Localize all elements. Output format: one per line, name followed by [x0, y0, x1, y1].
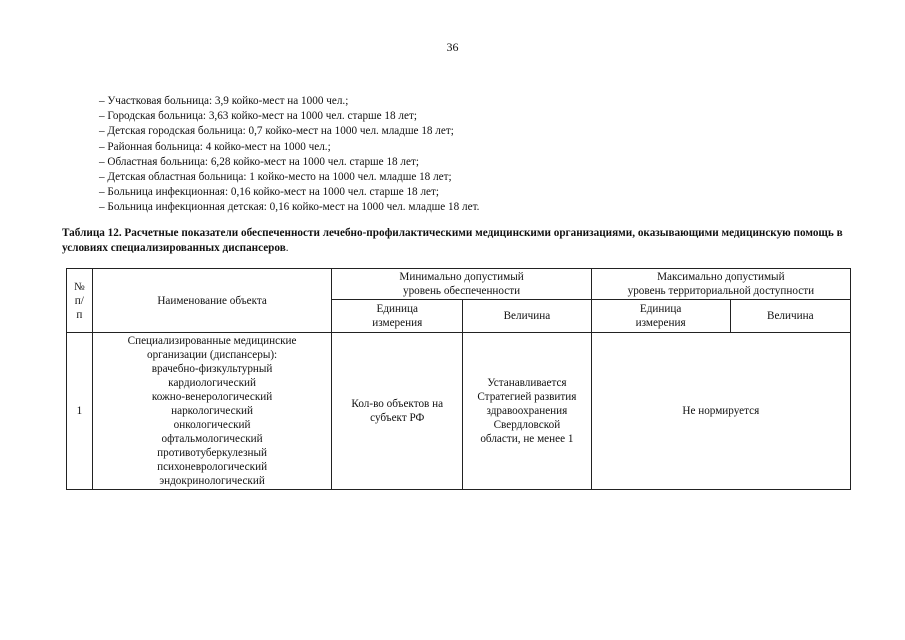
header-min-level: [332, 269, 591, 300]
object-name-line: организации (диспансеры):: [146, 349, 278, 361]
header-max-level-line: уровень территориальной доступности: [627, 285, 815, 297]
table-caption-text: Таблица 12. Расчетные показатели обеспеченности лечебно-профилактическими медицинскими организациями, оказывающими медицинскую помощь в условиях специализированных диспансеров: [62, 227, 843, 254]
list-item: – Участковая больница: 3,9 койко-мест на 1000 чел.;: [99, 95, 349, 107]
min-unit-line: Кол-во объектов на: [351, 398, 444, 410]
header-number: [67, 269, 93, 333]
header-object-name: Наименование объекта: [92, 269, 332, 333]
min-value-line: Свердловской: [493, 419, 561, 431]
object-name-line: кожно-венерологический: [151, 391, 273, 403]
header-unit-line: Единица: [639, 303, 682, 315]
header-number-line: п: [76, 308, 83, 321]
header-unit-line: измерения: [372, 317, 423, 329]
header-min-level-line: уровень обеспеченности: [402, 285, 521, 297]
row-object-name: [92, 333, 332, 490]
object-name-line: психоневрологический: [157, 461, 268, 473]
header-min-unit: [332, 300, 463, 333]
header-unit-line: Единица: [376, 303, 418, 315]
header-max-level-line: Максимально допустимый: [657, 271, 785, 283]
list-item: – Больница инфекционная: 0,16 койко-мест на 1000 чел. старше 18 лет;: [99, 186, 439, 199]
object-name-line: противотуберкулезный: [157, 447, 267, 459]
object-name-line: онкологический: [173, 419, 251, 431]
min-unit-line: субъект РФ: [370, 412, 425, 424]
object-name-line: наркологический: [171, 405, 253, 417]
header-min-value: Величина: [463, 300, 592, 333]
header-max-unit: [591, 300, 730, 333]
min-value-line: области, не менее 1: [480, 433, 574, 445]
page-number: 36: [446, 40, 459, 54]
header-number-line: №: [74, 280, 85, 293]
list-item: – Детская областная больница: 1 койко-место на 1000 чел. младше 18 лет;: [99, 171, 452, 184]
list-item: – Городская больница: 3,63 койко-мест на 1000 чел. старше 18 лет;: [99, 110, 417, 123]
header-max-level: [591, 269, 850, 300]
list-item: – Областная больница: 6,28 койко-мест на 1000 чел. старше 18 лет;: [99, 155, 419, 168]
list-item: – Больница инфекционная детская: 0,16 койко-мест на 1000 чел. младше 18 лет.: [99, 201, 480, 214]
header-max-value: Величина: [730, 300, 850, 333]
table-caption: [62, 226, 852, 255]
table-caption-end: .: [285, 241, 289, 254]
row-max-value: Не нормируется: [591, 333, 850, 490]
min-value-line: Стратегией развития: [477, 391, 577, 403]
min-value-line: Устанавливается: [487, 377, 567, 389]
list-item: – Детская городская больница: 0,7 койко-мест на 1000 чел. младше 18 лет;: [99, 125, 454, 138]
row-number: 1: [67, 333, 93, 490]
header-min-level-line: Минимально допустимый: [399, 271, 524, 283]
object-name-line: эндокринологический: [159, 475, 265, 487]
header-unit-line: измерения: [635, 317, 686, 329]
row-min-value: [463, 333, 592, 490]
bed-norms-list: [99, 94, 479, 216]
norms-table: [66, 268, 851, 490]
row-min-unit: [332, 333, 463, 490]
list-item: – Районная больница: 4 койко-мест на 1000 чел.;: [99, 140, 331, 153]
object-name-line: Специализированные медицинские: [127, 335, 297, 347]
table-row: [67, 333, 851, 490]
object-name-line: офтальмологический: [161, 433, 263, 445]
min-value-line: здравоохранения: [486, 405, 568, 417]
object-name-line: врачебно-физкультурный: [151, 363, 273, 375]
object-name-line: кардиологический: [168, 377, 256, 389]
table-header-row: [67, 269, 851, 300]
header-number-line: п/: [74, 294, 84, 307]
